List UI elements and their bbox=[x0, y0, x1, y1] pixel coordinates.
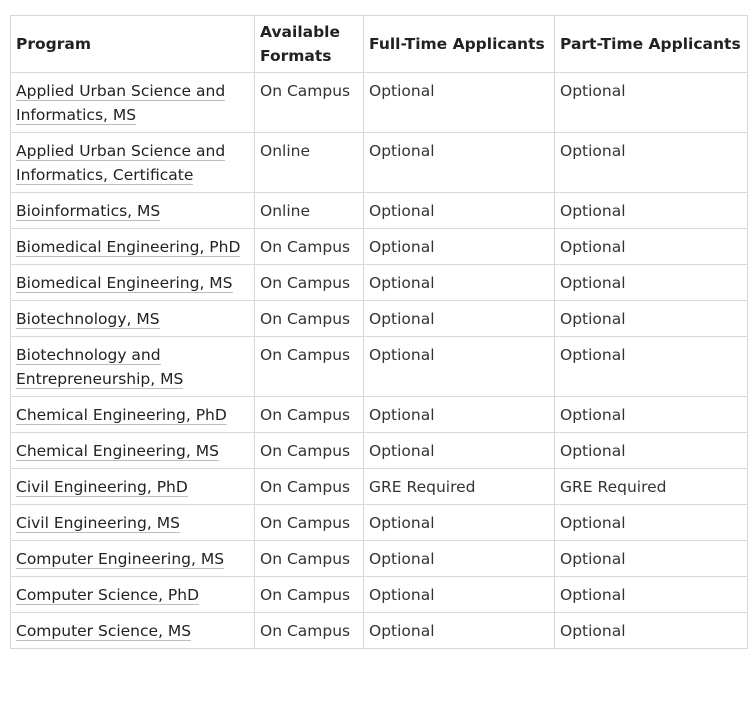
table-row bbox=[11, 301, 748, 337]
full-time-cell: Optional bbox=[364, 433, 555, 469]
program-link[interactable]: Biotechnology, MS bbox=[16, 310, 160, 328]
program-link[interactable]: Computer Science, MS bbox=[16, 622, 192, 640]
program-link[interactable]: Applied Urban Science and Informatics, Certificate bbox=[16, 142, 226, 184]
table-row bbox=[11, 541, 748, 577]
full-time-cell: Optional bbox=[364, 73, 555, 133]
part-time-cell: Optional bbox=[555, 433, 748, 469]
full-time-cell: Optional bbox=[364, 613, 555, 649]
part-time-cell: Optional bbox=[555, 73, 748, 133]
format-cell: On Campus bbox=[255, 541, 364, 577]
program-link[interactable]: Biomedical Engineering, MS bbox=[16, 274, 233, 292]
part-time-cell: Optional bbox=[555, 337, 748, 397]
full-time-cell: Optional bbox=[364, 397, 555, 433]
part-time-cell: Optional bbox=[555, 133, 748, 193]
full-time-cell: GRE Required bbox=[364, 469, 555, 505]
full-time-cell: Optional bbox=[364, 337, 555, 397]
part-time-cell: Optional bbox=[555, 397, 748, 433]
full-time-cell: Optional bbox=[364, 541, 555, 577]
program-link[interactable]: Civil Engineering, MS bbox=[16, 514, 180, 532]
table-row bbox=[11, 193, 748, 229]
format-cell: Online bbox=[255, 133, 364, 193]
header-full-time-applicants: Full-Time Applicants bbox=[364, 16, 555, 73]
program-link[interactable]: Chemical Engineering, MS bbox=[16, 442, 219, 460]
format-cell: On Campus bbox=[255, 229, 364, 265]
full-time-cell: Optional bbox=[364, 577, 555, 613]
full-time-cell: Optional bbox=[364, 505, 555, 541]
program-cell bbox=[11, 73, 255, 133]
header-program: Program bbox=[11, 16, 255, 73]
full-time-cell: Optional bbox=[364, 265, 555, 301]
format-cell: On Campus bbox=[255, 265, 364, 301]
program-cell bbox=[11, 397, 255, 433]
part-time-cell: Optional bbox=[555, 505, 748, 541]
program-cell bbox=[11, 613, 255, 649]
program-cell bbox=[11, 229, 255, 265]
part-time-cell: Optional bbox=[555, 613, 748, 649]
format-cell: On Campus bbox=[255, 337, 364, 397]
program-link[interactable]: Biotechnology and Entrepreneurship, MS bbox=[16, 346, 184, 388]
format-cell: On Campus bbox=[255, 73, 364, 133]
format-cell: On Campus bbox=[255, 397, 364, 433]
table-row bbox=[11, 613, 748, 649]
program-cell bbox=[11, 133, 255, 193]
format-cell: On Campus bbox=[255, 613, 364, 649]
table-row bbox=[11, 469, 748, 505]
format-cell: On Campus bbox=[255, 505, 364, 541]
program-cell bbox=[11, 505, 255, 541]
table-row bbox=[11, 133, 748, 193]
full-time-cell: Optional bbox=[364, 229, 555, 265]
program-cell bbox=[11, 265, 255, 301]
program-cell bbox=[11, 337, 255, 397]
program-cell bbox=[11, 577, 255, 613]
part-time-cell: Optional bbox=[555, 301, 748, 337]
program-link[interactable]: Chemical Engineering, PhD bbox=[16, 406, 227, 424]
format-cell: On Campus bbox=[255, 577, 364, 613]
table-row bbox=[11, 577, 748, 613]
full-time-cell: Optional bbox=[364, 193, 555, 229]
program-cell bbox=[11, 541, 255, 577]
program-link[interactable]: Biomedical Engineering, PhD bbox=[16, 238, 241, 256]
program-cell bbox=[11, 193, 255, 229]
program-cell bbox=[11, 433, 255, 469]
part-time-cell: Optional bbox=[555, 541, 748, 577]
table-row bbox=[11, 265, 748, 301]
program-link[interactable]: Bioinformatics, MS bbox=[16, 202, 161, 220]
part-time-cell: Optional bbox=[555, 577, 748, 613]
table-row bbox=[11, 337, 748, 397]
table-row bbox=[11, 505, 748, 541]
table-row bbox=[11, 229, 748, 265]
table-row bbox=[11, 433, 748, 469]
part-time-cell: Optional bbox=[555, 229, 748, 265]
program-link[interactable]: Computer Engineering, MS bbox=[16, 550, 225, 568]
format-cell: On Campus bbox=[255, 469, 364, 505]
format-cell: On Campus bbox=[255, 433, 364, 469]
header-part-time-applicants: Part-Time Applicants bbox=[555, 16, 748, 73]
header-available-formats: Available Formats bbox=[255, 16, 364, 73]
table-row bbox=[11, 397, 748, 433]
program-cell bbox=[11, 301, 255, 337]
program-link[interactable]: Computer Science, PhD bbox=[16, 586, 200, 604]
program-link[interactable]: Civil Engineering, PhD bbox=[16, 478, 188, 496]
table-header-row bbox=[11, 16, 748, 73]
part-time-cell: Optional bbox=[555, 265, 748, 301]
program-cell bbox=[11, 469, 255, 505]
table-row bbox=[11, 73, 748, 133]
part-time-cell: Optional bbox=[555, 193, 748, 229]
gre-requirements-table bbox=[10, 15, 748, 649]
part-time-cell: GRE Required bbox=[555, 469, 748, 505]
full-time-cell: Optional bbox=[364, 301, 555, 337]
gre-requirements-table-container bbox=[10, 15, 747, 649]
format-cell: On Campus bbox=[255, 301, 364, 337]
format-cell: Online bbox=[255, 193, 364, 229]
full-time-cell: Optional bbox=[364, 133, 555, 193]
program-link[interactable]: Applied Urban Science and Informatics, MS bbox=[16, 82, 226, 124]
